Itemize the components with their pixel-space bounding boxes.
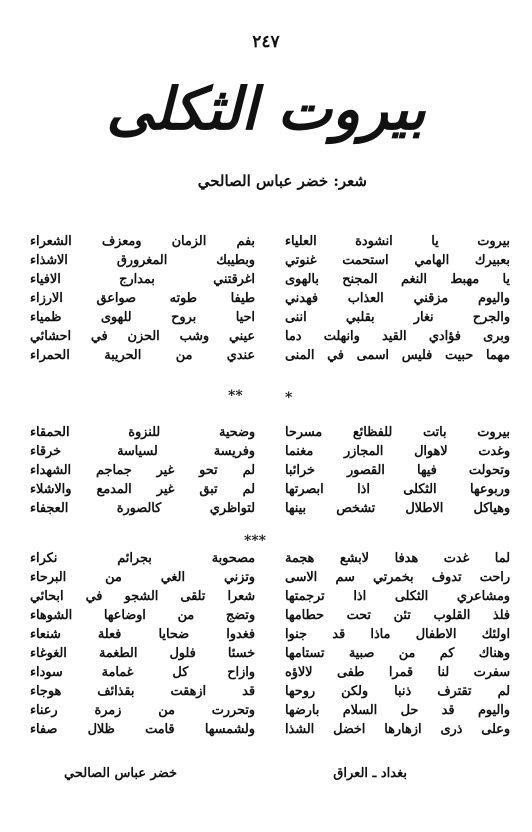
verse-line: خسئا فلول الطغمة الغوغاء: [30, 646, 255, 661]
verse-line: بفم الزمان ومعزف الشعراء: [30, 234, 255, 249]
verse-line: وازاح كل غمامة سوداء: [30, 665, 255, 680]
verse-line: بيروت باتت للفظائع مسرحا: [285, 425, 510, 440]
stanza-3-right-column: [285, 549, 510, 739]
verse-line: لما غدت هدفا لابشع هجمة: [285, 551, 510, 566]
stanza-2-left-column: [30, 423, 255, 518]
verse-line: واليوم قد حل السلام بارضها: [285, 703, 510, 718]
verse-line: احيا بروح للهوى ظمياء: [30, 310, 255, 325]
verse-line: لم تبق غير المدمع والاشلاء: [30, 482, 255, 497]
verse-line: شعرا تلقى الشجو في ابحائي: [30, 589, 255, 604]
verse-line: اغرقتني بمدارج الافياء: [30, 272, 255, 287]
verse-line: وبطيبك المغرورق الاشذاء: [30, 253, 255, 268]
verse-line: وتحولت فيها القصور خرائبا: [285, 463, 510, 478]
verse-line: عيني وشب الحزن في احشائي: [30, 329, 255, 344]
verse-line: لم تقترف ذنبا ولكن روحها: [285, 684, 510, 699]
stanza-2: [30, 423, 510, 523]
verse-line: وربوعها الثكلى اذا ابصرتها: [285, 482, 510, 497]
verse-line: بعبيرك الهامي استحمت غنوتي: [285, 253, 510, 268]
verse-line: وبرى فؤادي القيد وانهلت دما: [285, 329, 510, 344]
signature-name: خضر عباس الصالحي: [64, 766, 178, 781]
signature-place: بغداد ـ العراق: [333, 766, 407, 781]
section-separator-right: *: [285, 390, 293, 406]
poem-byline: شعر: خضر عباس الصالحي: [197, 172, 367, 190]
stanza-3: [30, 549, 510, 744]
stanza-1: [30, 232, 510, 372]
verse-line: ومشاعري الثكلى اذا ترجمتها: [285, 589, 510, 604]
verse-line: وعلى ذرى ازهارها اخضل الشذا: [285, 722, 510, 737]
verse-line: وتحررت من زمرة رعناء: [30, 703, 255, 718]
verse-line: وتزني الغي من البرحاء: [30, 570, 255, 585]
verse-line: بيروت يا انشودة العلياء: [285, 234, 510, 249]
section-separator-left: **: [228, 388, 243, 404]
verse-line: وهناك كم من صبية تستامها: [285, 646, 510, 661]
verse-line: لم تحو غير جماجم الشهداء: [30, 463, 255, 478]
verse-line: عندي من الحريبة الحمراء: [30, 348, 255, 363]
poem-title: بيروت الثكلى: [106, 75, 426, 143]
verse-line: فلذ القلوب تئن تحت حطامها: [285, 608, 510, 623]
verse-line: وهياكل الاطلال تشخص بينها: [285, 501, 510, 516]
page-number: ٢٤٧: [252, 32, 280, 52]
verse-line: وفريسة لسياسة خرقاء: [30, 444, 255, 459]
stanza-1-left-column: [30, 232, 255, 365]
verse-line: مهما حبيت فليس اسمى في المنى: [285, 348, 510, 363]
verse-line: طيفا طوته صواعق الارزاء: [30, 291, 255, 306]
verse-line: قد ازهقت بقذائف هوجاء: [30, 684, 255, 699]
verse-line: وغدت لاهوال المجازر مغنما: [285, 444, 510, 459]
verse-line: فغدوا ضحايا فعلة شنعاء: [30, 627, 255, 642]
verse-line: لتواظري كالصورة العجفاء: [30, 501, 255, 516]
verse-line: واليوم مزقني العذاب فهدني: [285, 291, 510, 306]
verse-line: والجرح نغار بقلبي اننى: [285, 310, 510, 325]
verse-line: راحت تدوف بخمرتي سم الاسى: [285, 570, 510, 585]
section-separator-left: ***: [244, 533, 266, 549]
verse-line: سفرت لنا قمرا طفى لالاؤه: [285, 665, 510, 680]
verse-line: مصحوبة بجرائم نكراء: [30, 551, 255, 566]
stanza-3-left-column: [30, 549, 255, 739]
stanza-2-right-column: [285, 423, 510, 518]
verse-line: اولئك الاطفال ماذا قد جنوا: [285, 627, 510, 642]
verse-line: يا مهبط النغم المجنح بالهوى: [285, 272, 510, 287]
verse-line: ولشمسها قامت ظلال صفاء: [30, 722, 255, 737]
stanza-1-right-column: [285, 232, 510, 365]
verse-line: وتضج من اوضاعها الشوهاء: [30, 608, 255, 623]
verse-line: وضحية للنزوة الحمقاء: [30, 425, 255, 440]
